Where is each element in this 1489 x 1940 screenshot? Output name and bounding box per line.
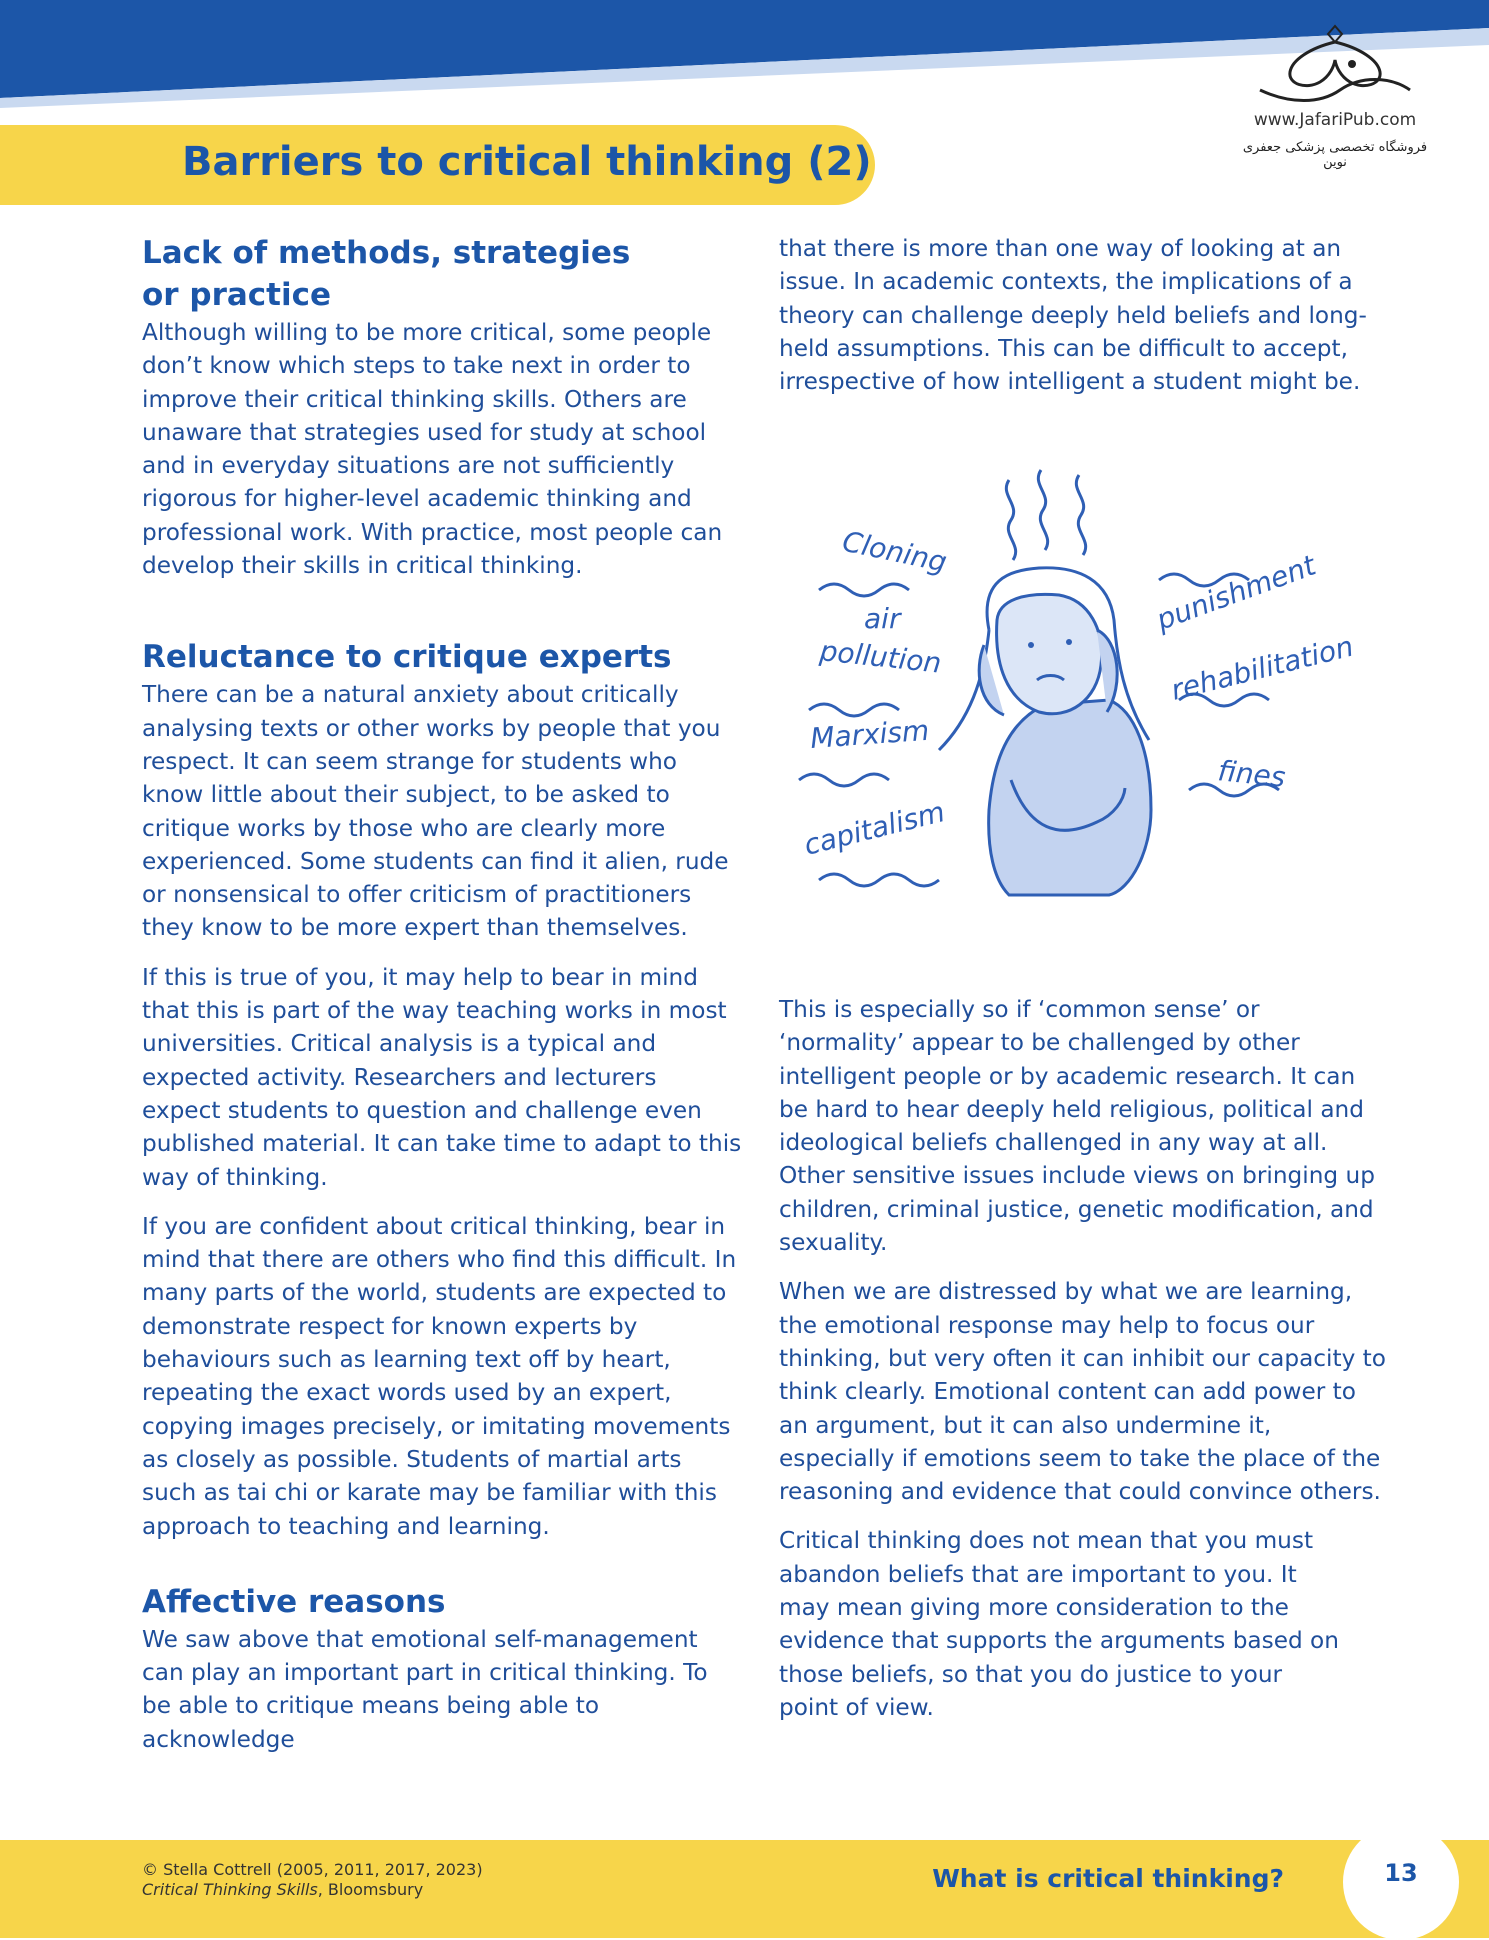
page-number: 13: [1343, 1824, 1459, 1940]
footer: [0, 1840, 1489, 1938]
footer-copyright: © Stella Cottrell (2005, 2011, 2017, 2023): [142, 1860, 483, 1879]
heading-lack-of-methods: Lack of methods, strategies or practice: [142, 235, 631, 313]
word-air: air: [864, 602, 901, 635]
page-title: Barriers to critical thinking (2): [182, 139, 872, 185]
word-pollution: pollution: [818, 634, 943, 680]
paragraph-reluctance-3: If you are confident about critical thinking, bear in mind that there are others who find this difficult. In many parts of the world, students are expected to demonstrate respect for known experts by behaviours such as learning text off by heart, repeating the exact words used by an expert, copying images precisely, or imitating movements as closely as possible. Students of martial arts such as tai chi or karate may be familiar with this approach to teaching and learning.: [142, 1212, 737, 1540]
word-fines: fines: [1216, 754, 1288, 795]
word-rehabilitation: rehabilitation: [1167, 629, 1357, 707]
left-column: [142, 232, 742, 1756]
title-bar: [0, 125, 875, 205]
footer-publisher: , Bloomsbury: [317, 1880, 424, 1899]
distressed-student-illustration: [779, 450, 1379, 930]
paragraph-lack-of-methods: Although willing to be more critical, some people don’t know which steps to take next in order to improve their critical thinking skills. Others are unaware that strategies used for study at school and in everyday situations are not sufficiently rigorous for higher-level academic thinking and professional work. With practice, most people can develop their skills in critical thinking.: [142, 319, 723, 580]
right-column-lower: [779, 993, 1389, 1724]
logo-url[interactable]: www.JafariPub.com: [1253, 110, 1417, 130]
footer-citation: [142, 1860, 483, 1900]
paragraph-right-3: When we are distressed by what we are learning, the emotional response may help to focus our thinking, but very often it can inhibit our capacity to think clearly. Emotional content can add power to an argument, but it can also undermine it, especially if emotions seem to take the place of the reasoning and evidence that could convince others.: [779, 1278, 1386, 1506]
publisher-logo: [1240, 20, 1430, 170]
paragraph-right-4: Critical thinking does not mean that you must abandon beliefs that are important to you. It may mean giving more consideration to the evidence that supports the arguments based on those beliefs, so that you do justice to your point of view.: [779, 1527, 1339, 1721]
logo-tagline: فروشگاه تخصصی پزشکی جعفری نوین: [1242, 140, 1428, 170]
heading-reluctance: Reluctance to critique experts: [142, 639, 672, 676]
figure-body: [989, 700, 1151, 895]
paragraph-reluctance-1: There can be a natural anxiety about critically analysing texts or other works by people that you respect. It can seem strange for students who know little about their subject, to be asked to critique works by those who are clearly more experienced. Some students can find it alien, rude or nonsensical to offer criticism of practitioners they know to be more expert than themselves.: [142, 681, 729, 942]
footer-book-line: [142, 1880, 483, 1900]
paragraph-right-2: This is especially so if ‘common sense’ or ‘normality’ appear to be challenged by other intelligent people or by academic research. It can be hard to hear deeply held religious, political and ideological beliefs challenged in any way at all. Other sensitive issues include views on bringing up children, criminal justice, genetic modification, and sexuality.: [779, 996, 1375, 1257]
word-marxism: Marxism: [809, 713, 931, 755]
footer-book-title: Critical Thinking Skills: [142, 1880, 318, 1899]
right-column: [779, 232, 1379, 398]
paragraph-reluctance-2: If this is true of you, it may help to bear in mind that this is part of the way teaching works in most universities. Critical analysis is a typical and expected activity. Researchers and lecturers expect students to question and challenge even published material. It can take time to adapt to this way of thinking.: [142, 963, 742, 1191]
heading-affective: Affective reasons: [142, 1583, 446, 1620]
paragraph-right-1: that there is more than one way of looking at an issue. In academic contexts, the implications of a theory can challenge deeply held beliefs and long-held assumptions. This can be difficult to accept, irrespective of how intelligent a student might be.: [779, 235, 1367, 396]
logo-mark-icon: [1250, 20, 1420, 108]
paragraph-affective: We saw above that emotional self-management can play an important part in critical thinking. To be able to critique means being able to acknowledge: [142, 1625, 708, 1753]
word-cloning: Cloning: [839, 524, 950, 579]
word-capitalism: capitalism: [800, 795, 949, 862]
word-punishment: punishment: [1152, 548, 1320, 637]
footer-section-title: What is critical thinking?: [932, 1864, 1284, 1893]
